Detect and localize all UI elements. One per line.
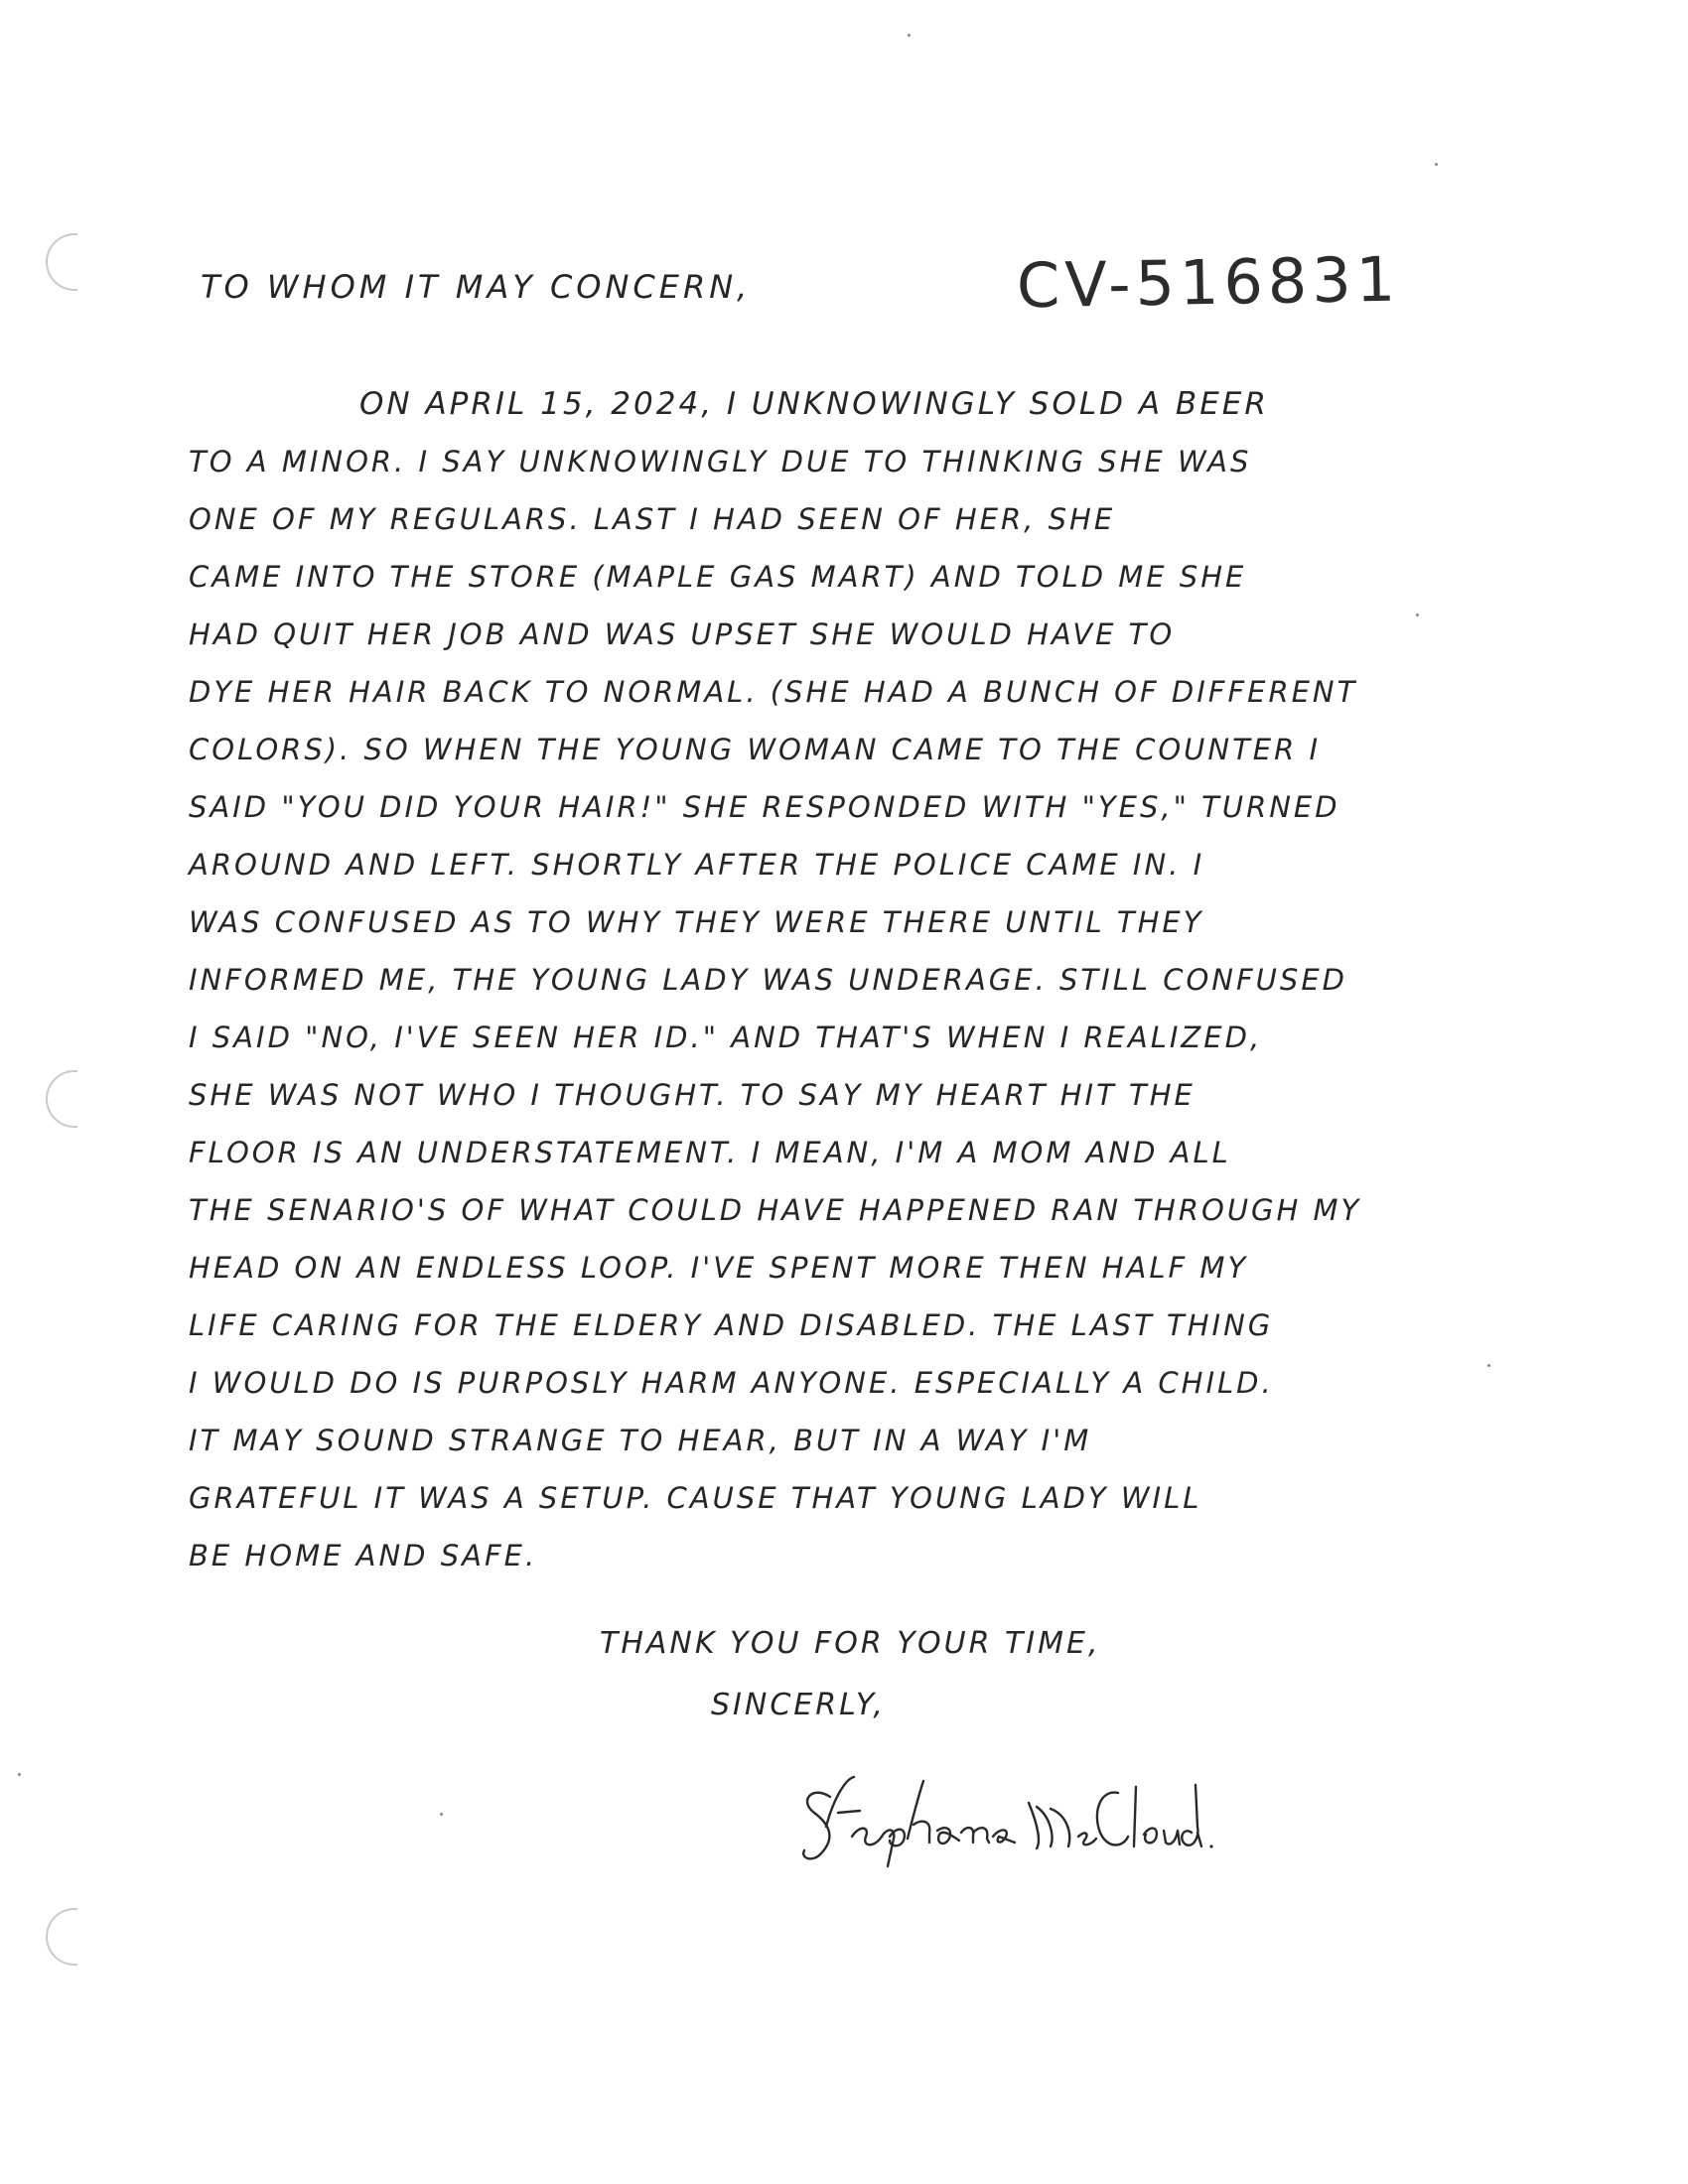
handwritten-signature (790, 1767, 1227, 1876)
scan-speck (440, 1813, 443, 1816)
body-line: WAS CONFUSED AS TO WHY THEY WERE THERE UNTIL THEY (189, 905, 1204, 939)
salutation: TO WHOM IT MAY CONCERN, (201, 268, 752, 306)
body-line: AROUND AND LEFT. SHORTLY AFTER THE POLICE CAME IN. I (189, 848, 1205, 882)
signature-graphic (790, 1767, 1227, 1876)
scan-speck (18, 1773, 21, 1776)
body-line: DYE HER HAIR BACK TO NORMAL. (SHE HAD A BUNCH OF DIFFERENT (189, 675, 1358, 709)
body-line: BE HOME AND SAFE. (189, 1539, 538, 1572)
body-line: INFORMED ME, THE YOUNG LADY WAS UNDERAGE. STILL CONFUSED (189, 963, 1347, 997)
body-line: HAD QUIT HER JOB AND WAS UPSET SHE WOULD HAVE TO (189, 617, 1176, 651)
punch-hole-top (46, 233, 77, 291)
body-line: ONE OF MY REGULARS. LAST I HAD SEEN OF HER, SHE (189, 502, 1116, 536)
punch-hole-middle (46, 1070, 77, 1128)
sign-off: SINCERLY, (711, 1688, 886, 1722)
body-line: THE SENARIO'S OF WHAT COULD HAVE HAPPENED RAN THROUGH MY (189, 1193, 1362, 1227)
body-line: FLOOR IS AN UNDERSTATEMENT. I MEAN, I'M A MOM AND ALL (189, 1136, 1231, 1169)
case-number: CV-516831 (1016, 242, 1401, 323)
body-line: LIFE CARING FOR THE ELDERY AND DISABLED. THE LAST THING (189, 1308, 1274, 1342)
body-line: I SAID "NO, I'VE SEEN HER ID." AND THAT'S WHEN I REALIZED, (189, 1021, 1263, 1054)
body-line: I WOULD DO IS PURPOSLY HARM ANYONE. ESPECIALLY A CHILD. (189, 1366, 1274, 1400)
body-line: SHE WAS NOT WHO I THOUGHT. TO SAY MY HEART HIT THE (189, 1078, 1196, 1112)
body-line: CAME INTO THE STORE (MAPLE GAS MART) AND TOLD ME SHE (189, 560, 1247, 594)
scan-speck (1435, 163, 1438, 166)
body-line: HEAD ON AN ENDLESS LOOP. I'VE SPENT MORE THEN HALF MY (189, 1251, 1249, 1285)
body-line: SAID "YOU DID YOUR HAIR!" SHE RESPONDED WITH "YES," TURNED (189, 790, 1340, 824)
body-line: ON APRIL 15, 2024, I UNKNOWINGLY SOLD A BEER (359, 386, 1269, 422)
letter-body (189, 375, 1499, 1584)
body-line: COLORS). SO WHEN THE YOUNG WOMAN CAME TO THE COUNTER I (189, 733, 1322, 766)
body-line: IT MAY SOUND STRANGE TO HEAR, BUT IN A WAY I'M (189, 1424, 1092, 1457)
punch-hole-bottom (46, 1908, 77, 1966)
body-line: TO A MINOR. I SAY UNKNOWINGLY DUE TO THINKING SHE WAS (189, 445, 1252, 478)
body-line: GRATEFUL IT WAS A SETUP. CAUSE THAT YOUNG LADY WILL (189, 1481, 1202, 1515)
scan-speck (908, 34, 911, 37)
closing-line: THANK YOU FOR YOUR TIME, (600, 1626, 1101, 1661)
